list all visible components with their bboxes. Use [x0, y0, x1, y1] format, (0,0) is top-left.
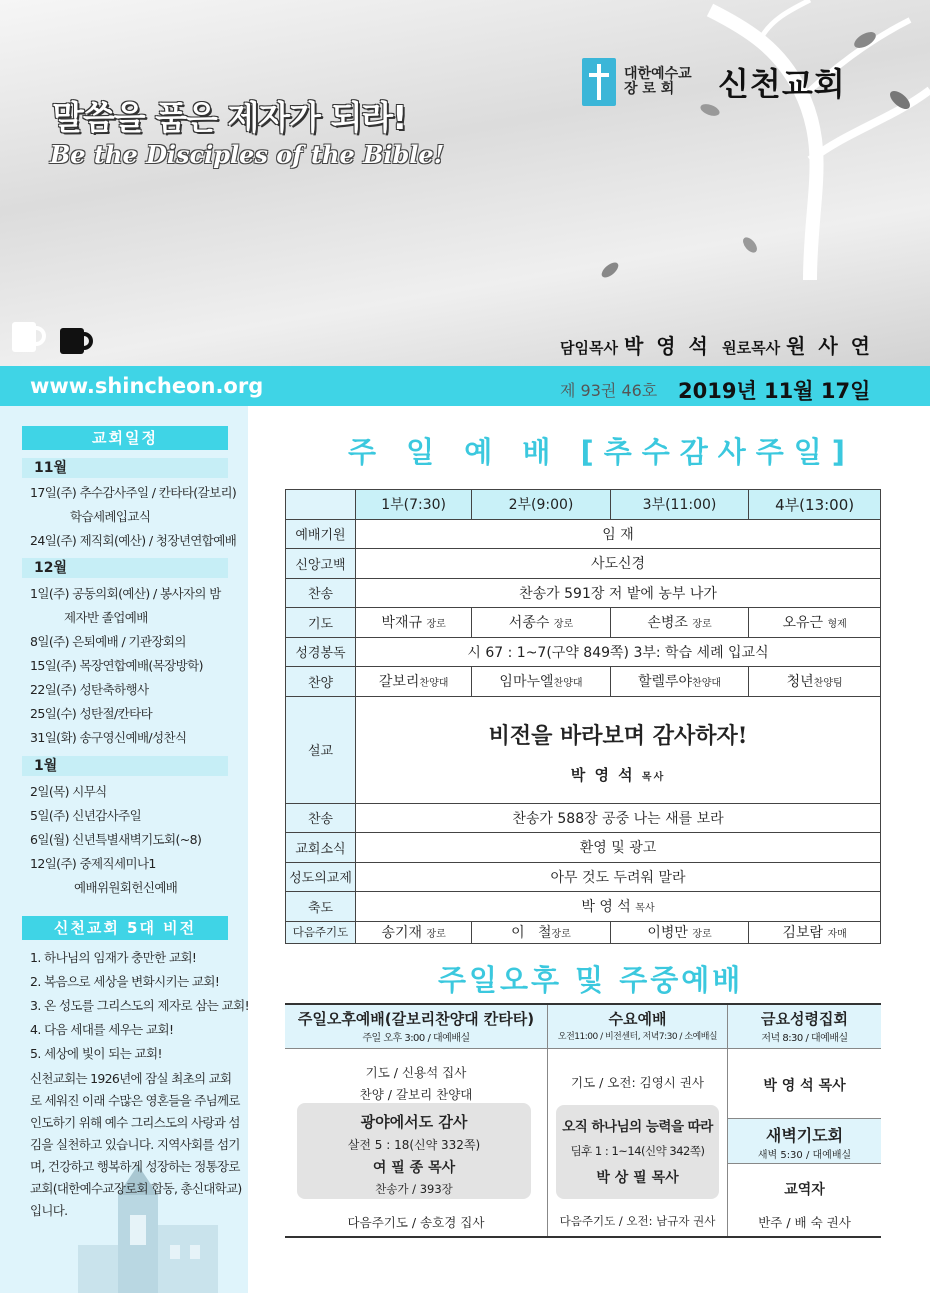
hymn-value: 찬송가 588장 공중 나는 새를 보라 [356, 803, 881, 833]
next-prayer-leader: 이병만 장로 [610, 921, 749, 943]
prayer-leader: 손병조 장로 [610, 608, 749, 638]
month-header: 12월 [22, 558, 228, 578]
choir-name: 청년찬양팀 [749, 667, 881, 697]
row-label: 축도 [286, 892, 356, 922]
service-header: 3부(11:00) [610, 490, 749, 520]
wednesday-name: 수요예배 [608, 1010, 667, 1028]
wednesday-prayer: 기도 / 오전: 김영시 권사 [571, 1075, 704, 1090]
sunday-pm-praise: 찬양 / 갈보리 찬양대 [359, 1087, 473, 1102]
choir-name: 할렐루야찬양대 [610, 667, 749, 697]
month-header: 11월 [22, 458, 228, 478]
issue-number: 제 93권 46호 [560, 381, 658, 400]
slogan-korean: 말씀을 품은 제자가 되라! [52, 98, 407, 137]
row-label: 교회소식 [286, 833, 356, 863]
denomination-line2: 장 로 회 [624, 81, 675, 97]
tree-illustration [510, 0, 930, 280]
sermon-cell [356, 696, 881, 803]
schedule-item: 24일(주) 제직회(예산) / 청장년연합예배 [30, 533, 237, 548]
row-label: 기도 [286, 608, 356, 638]
slogan-english: Be the Disciples of the Bible! [50, 140, 445, 169]
wednesday-preacher: 박 상 필 목사 [596, 1170, 679, 1186]
prayer-leader: 박재규 장로 [356, 608, 472, 638]
sunday-pm-time: 주일 오후 3:00 / 대예배실 [362, 1033, 470, 1044]
row-label: 찬양 [286, 667, 356, 697]
prayer-leader: 오유근 형제 [749, 608, 881, 638]
friday-preacher: 박 영 석 목사 [763, 1078, 846, 1094]
service-header: 2부(9:00) [472, 490, 611, 520]
wednesday-column [548, 1005, 727, 1236]
schedule-item: 2일(목) 시무식 [30, 784, 107, 799]
friday-column [728, 1005, 881, 1236]
sunday-pm-name: 주일오후예배(갈보리찬양대 칸타타) [297, 1010, 535, 1028]
friday-name: 금요성령집회 [761, 1010, 848, 1028]
next-prayer-leader: 송기재 장로 [356, 921, 472, 943]
wednesday-time: 오전11:00 / 비전센터, 저녁7:30 / 소예배실 [557, 1032, 718, 1042]
vision-item: 2. 복음으로 세상을 변화시키는 교회! [30, 974, 220, 989]
wednesday-sermon: 오직 하나님의 능력을 따라 [562, 1119, 713, 1135]
header-banner [0, 0, 930, 366]
senior-pastor-name: 박 영 석 [623, 334, 711, 358]
sermon-title: 비전을 바라보며 감사하자! [488, 722, 748, 749]
denomination-line1: 대한예수교 [624, 66, 692, 82]
website-link[interactable]: www.shincheon.org [30, 374, 264, 398]
wednesday-verse: 딤후 1 : 1~14(신약 342쪽) [570, 1144, 705, 1158]
next-prayer-leader: 김보람 자매 [749, 921, 881, 943]
pastor-line [560, 330, 879, 359]
sunday-pm-column [285, 1005, 547, 1236]
choir-name: 갈보리찬양대 [356, 667, 472, 697]
sunday-pm-next-prayer: 다음주기도 / 송호경 집사 [347, 1215, 485, 1230]
sunday-pm-verse: 살전 5 : 18(신약 332쪽) [347, 1138, 481, 1152]
month-header: 1월 [22, 756, 228, 776]
senior-pastor-title: 담임목사 [560, 339, 618, 357]
vision-item: 1. 하나님의 임재가 충만한 교회! [30, 950, 197, 965]
scripture-reading: 시 67 : 1~7(구약 849쪽) 3부: 학습 세례 입교식 [356, 637, 881, 667]
row-label: 성도의교제 [286, 862, 356, 892]
schedule-item: 1일(주) 공동의회(예산) / 봉사자의 밤 [30, 586, 221, 601]
afternoon-service-title: 주일오후 및 주중예배 [438, 963, 744, 997]
dawn-prayer-header [728, 1118, 881, 1164]
row-label: 설교 [286, 696, 356, 803]
sunday-pm-preacher: 여 필 종 목사 [372, 1160, 456, 1176]
schedule-item: 5일(주) 신년감사주일 [30, 808, 142, 823]
vision-title: 신천교회 5대 비전 [22, 916, 228, 940]
schedule-item: 8일(주) 은퇴예배 / 기관장회의 [30, 634, 186, 649]
sunday-pm-sermon: 광야에서도 감사 [360, 1113, 468, 1131]
cross-icon [582, 58, 616, 106]
row-label: 찬송 [286, 803, 356, 833]
schedule-item: 15일(주) 목장연합예배(목장방학) [30, 658, 203, 673]
sunday-service-title: 주 일 예 배 [추수감사주일] [348, 435, 856, 469]
vision-item: 4. 다음 세대를 세우는 교회! [30, 1022, 174, 1037]
wednesday-next-prayer: 다음주기도 / 오전: 남규자 권사 [559, 1214, 716, 1228]
sermon-preacher: 박 영 석 목사 [570, 765, 666, 784]
prayer-leader: 서종수 장로 [472, 608, 611, 638]
wednesday-sermon-box [556, 1105, 719, 1199]
sunday-service-table [285, 489, 881, 944]
schedule-item: 12일(주) 중제직세미나1 [30, 856, 156, 871]
service-header: 4부(13:00) [749, 490, 881, 520]
dawn-prayer-accompanist: 반주 / 배 숙 권사 [758, 1215, 851, 1230]
invocation-value: 임 재 [356, 519, 881, 549]
sunday-pm-sermon-box [297, 1103, 531, 1199]
news-value: 환영 및 광고 [356, 833, 881, 863]
row-label: 다음주기도 [286, 921, 356, 943]
church-name: 신천교회 [718, 65, 846, 103]
schedule-item: 17일(주) 추수감사주일 / 칸타타(갈보리) [30, 485, 237, 500]
schedule-item: 제자반 졸업예배 [64, 610, 148, 625]
next-prayer-leader: 이 철장로 [472, 921, 611, 943]
hymn-value: 찬송가 591장 저 밭에 농부 나가 [356, 578, 881, 608]
dawn-prayer-time: 새벽 5:30 / 대예배실 [757, 1150, 852, 1161]
choir-name: 임마누엘찬양대 [472, 667, 611, 697]
service-header: 1부(7:30) [356, 490, 472, 520]
vision-item: 3. 온 성도를 그리스도의 제자로 삼는 교회! [30, 998, 249, 1013]
dawn-prayer-leader: 교역자 [784, 1182, 825, 1198]
schedule-item: 6일(월) 신년특별새벽기도회(~8) [30, 832, 202, 847]
bulletin-date: 2019년 11월 17일 [678, 379, 871, 403]
creed-value: 사도신경 [356, 549, 881, 579]
row-label: 찬송 [286, 578, 356, 608]
row-label: 성경봉독 [286, 637, 356, 667]
vision-item: 5. 세상에 빛이 되는 교회! [30, 1046, 162, 1061]
emeritus-name: 원 사 연 [786, 334, 873, 358]
schedule-item: 31일(화) 송구영신예배/성찬식 [30, 730, 187, 745]
row-label: 신앙고백 [286, 549, 356, 579]
dawn-prayer-name: 새벽기도회 [765, 1126, 844, 1145]
emeritus-title: 원로목사 [722, 339, 781, 357]
sunday-pm-hymn: 찬송가 / 393장 [375, 1182, 453, 1196]
schedule-item: 학습세례입교식 [70, 509, 151, 524]
church-intro: 신천교회는 1926년에 잠실 최초의 교회로 세워진 이래 수많은 영혼들을 주님께로 인도하기 위해 예수 그리스도의 사랑과 섬김을 실천하고 있습니다. 지역사회를 섬기며, 건강하고 행복하게 성장하는 정통장로교회(대한예수교장로회 합동, 총신대학교)입니다. [30, 1071, 242, 1218]
schedule-item: 예배위원회헌신예배 [74, 880, 178, 895]
schedule-title: 교회일정 [22, 426, 228, 450]
church-logo [582, 58, 846, 106]
schedule-item: 22일(주) 성탄축하행사 [30, 682, 149, 697]
benediction-value: 박 영 석 목사 [356, 892, 881, 922]
row-label: 예배기원 [286, 519, 356, 549]
sunday-pm-prayer: 기도 / 신용석 집사 [365, 1065, 467, 1080]
friday-time: 저녁 8:30 / 대예배실 [761, 1033, 848, 1044]
coffee-cups-icon [10, 318, 100, 358]
fellowship-value: 아무 것도 두려워 말라 [356, 862, 881, 892]
schedule-item: 25일(수) 성탄절/칸타타 [30, 706, 153, 721]
weekday-services [285, 1003, 881, 1238]
